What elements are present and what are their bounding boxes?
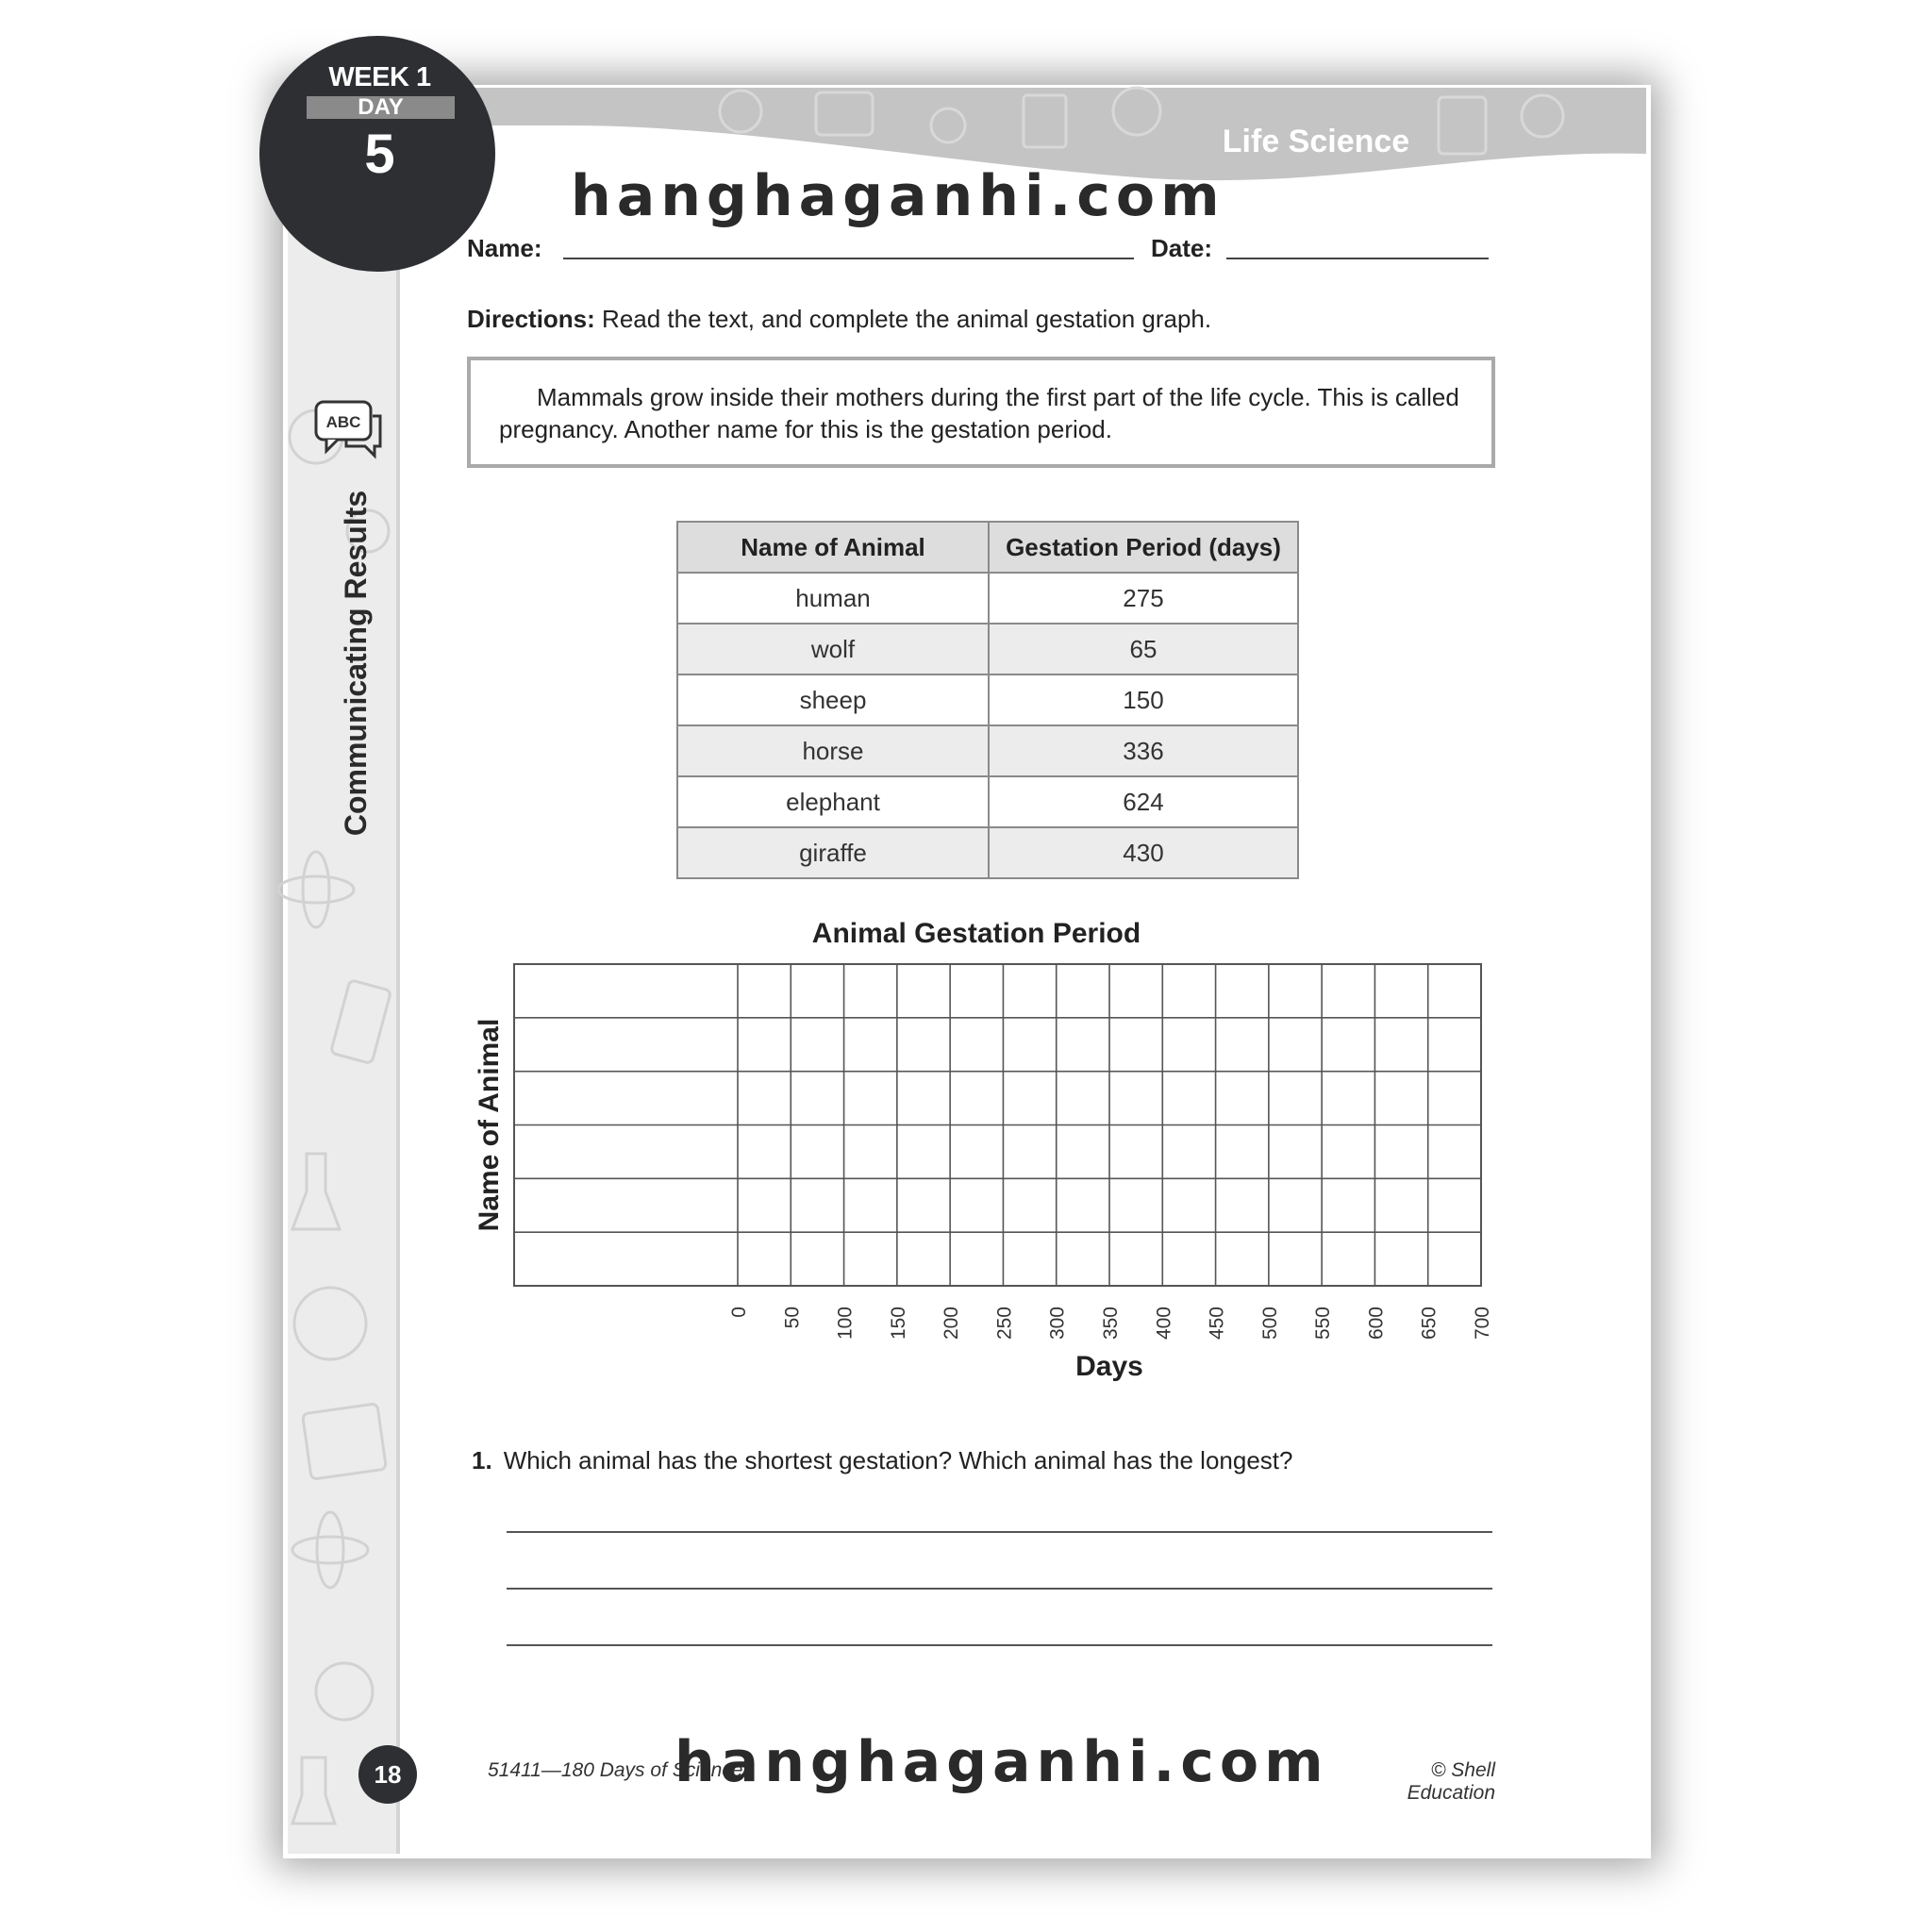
watermark-top: hanghaganhi.com (571, 163, 1225, 229)
x-tick-label: 650 (1418, 1307, 1441, 1341)
svg-text:ABC: ABC (325, 413, 361, 431)
x-axis-label: Days (1075, 1351, 1143, 1382)
question-text: Which animal has the shortest gestation? Which animal has the longest? (503, 1446, 1293, 1474)
subject-title: Life Science (1222, 124, 1410, 159)
days-cell: 150 (989, 675, 1298, 725)
question-1 (472, 1446, 1292, 1475)
skill-label: Communicating Results (339, 490, 373, 837)
footer-book-title: 51411—180 Days of Science (488, 1759, 743, 1781)
directions-text: Read the text, and complete the animal gestation graph. (594, 305, 1212, 333)
date-label: Date: (1151, 234, 1213, 262)
x-tick-label: 450 (1206, 1307, 1228, 1341)
x-tick-label: 400 (1153, 1307, 1175, 1341)
days-cell: 65 (989, 624, 1298, 675)
x-tick-label: 350 (1100, 1307, 1122, 1341)
day-label: DAY (307, 96, 455, 119)
x-tick-label: 250 (993, 1307, 1016, 1341)
answer-line[interactable] (507, 1531, 1492, 1533)
y-axis-label: Name of Animal (474, 1018, 505, 1232)
question-number: 1. (472, 1446, 492, 1474)
worksheet-page (288, 62, 1646, 1854)
x-tick-label: 300 (1046, 1307, 1069, 1341)
footer-publisher: © Shell Education (1407, 1759, 1495, 1804)
animal-cell: horse (677, 725, 989, 776)
x-tick-label: 50 (781, 1307, 804, 1329)
watermark-bottom: hanghaganhi.com (675, 1729, 1329, 1795)
x-tick-label: 700 (1472, 1307, 1493, 1341)
day-number: 5 (364, 124, 395, 185)
x-tick-label: 600 (1365, 1307, 1388, 1341)
week-label: WEEK 1 (328, 62, 431, 92)
x-tick-label: 500 (1258, 1307, 1281, 1341)
page-number: 18 (358, 1745, 417, 1804)
x-tick-label: 550 (1312, 1307, 1335, 1341)
x-tick-label: 100 (834, 1307, 857, 1341)
animal-cell: wolf (677, 624, 989, 675)
days-cell: 275 (989, 573, 1298, 624)
column-header: Name of Animal (677, 522, 989, 573)
directions-label: Directions: (467, 305, 595, 333)
x-tick-label: 150 (887, 1307, 909, 1341)
answer-line[interactable] (507, 1644, 1492, 1646)
animal-cell: sheep (677, 675, 989, 725)
days-cell: 336 (989, 725, 1298, 776)
x-tick-label: 0 (728, 1307, 750, 1318)
name-label: Name: (467, 234, 542, 262)
animal-cell: human (677, 573, 989, 624)
x-tick-label: 200 (941, 1307, 963, 1341)
animal-cell: giraffe (677, 827, 989, 878)
animal-cell: elephant (677, 776, 989, 827)
column-header: Gestation Period (days) (989, 522, 1298, 573)
days-cell: 430 (989, 827, 1298, 878)
passage-text: Mammals grow inside their mothers during the first part of the life cycle. This is called pregnancy. Another name for this is the gestation period. (499, 383, 1459, 443)
answer-line[interactable] (507, 1588, 1492, 1590)
days-cell: 624 (989, 776, 1298, 827)
chart-title: Animal Gestation Period (811, 918, 1141, 949)
